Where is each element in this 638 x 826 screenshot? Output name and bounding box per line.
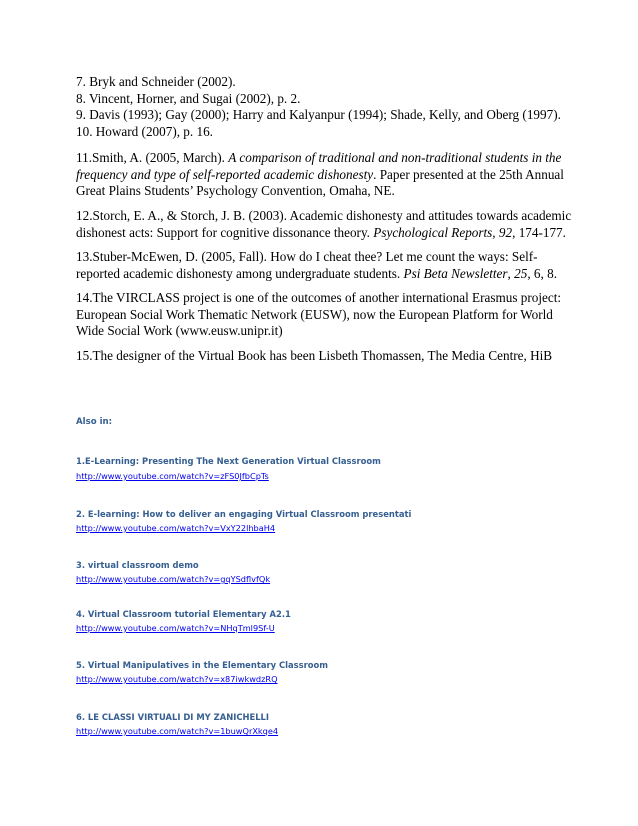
reference-11 <box>76 150 576 200</box>
video-title-6: 6. LE CLASSI VIRTUALI DI MY ZANICHELLI <box>76 712 269 722</box>
reference-8: 8. Vincent, Horner, and Sugai (2002), p. 2. <box>76 91 301 106</box>
reference-12-journal: Psychological Reports, 92 <box>373 224 513 240</box>
reference-13-pages: , 6, 8. <box>527 265 557 281</box>
reference-13-separator: , <box>507 265 515 281</box>
video-title-2: 2. E-learning: How to deliver an engaging Virtual Classroom presentati <box>76 509 412 519</box>
video-title-5: 5. Virtual Manipulatives in the Elementary Classroom <box>76 660 328 670</box>
video-title-3: 3. virtual classroom demo <box>76 560 199 570</box>
video-title-1: 1.E-Learning: Presenting The Next Generation Virtual Classroom <box>76 456 381 466</box>
reference-12-pages: , 174-177. <box>512 224 566 240</box>
reference-9: 9. Davis (1993); Gay (2000); Harry and Kalyanpur (1994); Shade, Kelly, and Oberg (1997). <box>76 107 561 122</box>
video-link-6[interactable]: http://www.youtube.com/watch?v=1buwQrXkqe4 <box>76 726 279 736</box>
reference-12-text: 12.Storch, E. A., & Storch, J. B. (2003). Academic dishonesty and attitudes towards academic dishonest acts: Support for cognitive dissonance theory. <box>76 208 572 240</box>
reference-13 <box>76 249 576 282</box>
video-link-2[interactable]: http://www.youtube.com/watch?v=VxY22lhbaH4 <box>76 523 276 533</box>
video-link-4[interactable]: http://www.youtube.com/watch?v=NHqTml9Sf-U <box>76 623 275 633</box>
video-link-5[interactable]: http://www.youtube.com/watch?v=x87iwkwdzRQ <box>76 674 278 684</box>
reference-15: 15.The designer of the Virtual Book has been Lisbeth Thomassen, The Media Centre, HiB <box>76 348 553 363</box>
reference-12 <box>76 208 576 241</box>
reference-13-journal: Psi Beta Newsletter <box>403 265 508 281</box>
reference-14: 14.The VIRCLASS project is one of the outcomes of another international Erasmus project: European Social Work Thematic Network (EUSW), now the European Platform for World Wide Social Work (www.eusw.unipr.it) <box>76 290 562 339</box>
reference-11-authors: 11.Smith, A. (2005, March). <box>76 150 229 165</box>
reference-13-volume: 25 <box>514 265 528 281</box>
reference-7: 7. Bryk and Schneider (2002). <box>76 74 236 89</box>
video-link-3[interactable]: http://www.youtube.com/watch?v=gqYSdflvfQk <box>76 574 271 584</box>
video-link-1[interactable]: http://www.youtube.com/watch?v=zFS0JfbCpTs <box>76 471 269 481</box>
also-in-heading: Also in: <box>76 417 113 427</box>
reference-10: 10. Howard (2007), p. 16. <box>76 124 213 139</box>
video-title-4: 4. Virtual Classroom tutorial Elementary A2.1 <box>76 609 291 619</box>
reference-13-text: 13.Stuber-McEwen, D. (2005, Fall). How do I cheat thee? Let me count the ways: Self-reported academic dishonesty among undergraduate students. <box>76 249 538 281</box>
reference-11-venue: . Paper presented at the 25th Annual Great Plains Students’ Psychology Convention, Omaha, NE. <box>76 166 564 199</box>
reference-11-title: A comparison of traditional and non-traditional students in the frequency and type of self-reported academic dishonesty <box>76 150 562 182</box>
